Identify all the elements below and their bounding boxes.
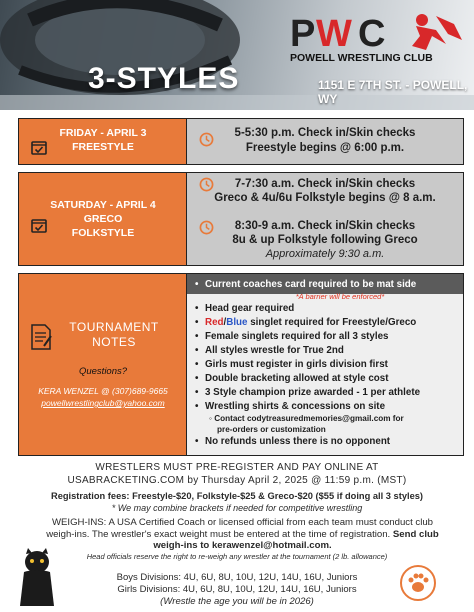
notes-document-icon <box>29 324 53 350</box>
list-item: • All styles wrestle for True 2nd <box>195 345 344 356</box>
weigh-ins-text: WEIGH-INS: A USA Certified Coach or licensed official from each team must conduct club weigh-ins. The wrestler's exact weight must be entered at the time of registration. <box>46 517 434 540</box>
weigh-ins-paragraph <box>40 517 445 552</box>
folkstyle-approx-time: Approximately 9:30 a.m. <box>265 248 385 260</box>
list-item: • Double bracketing allowed at style cost <box>195 373 389 384</box>
saturday-style-greco: GRECO <box>83 213 123 225</box>
barrier-note: *A barrier will be enforced* <box>295 292 385 301</box>
notes-list <box>195 278 465 449</box>
friday-style: FREESTYLE <box>72 141 134 153</box>
header-banner <box>0 0 474 110</box>
folkstyle-checkin: 8:30-9 a.m. Check in/Skin checks <box>234 220 416 232</box>
list-item: • Wrestling shirts & concessions on site <box>195 401 386 412</box>
paw-print-icon <box>400 565 436 601</box>
saturday-date: SATURDAY - APRIL 4 <box>50 199 156 211</box>
friday-schedule <box>18 118 464 165</box>
page-title: 3-STYLES <box>88 62 240 95</box>
list-item: • Female singlets required for all 3 styles <box>195 331 389 342</box>
calendar-check-icon <box>31 139 47 155</box>
tournament-notes <box>18 273 464 456</box>
notes-contact-panel <box>19 274 187 455</box>
weigh-ins-email: Send club weigh-ins to kerawenzel@hotmail.com. <box>153 528 439 551</box>
questions-label: Questions? <box>78 366 128 377</box>
saturday-day-panel <box>19 173 187 265</box>
saturday-times-panel <box>187 173 463 265</box>
calendar-check-icon <box>31 217 47 233</box>
friday-day-panel <box>19 119 187 164</box>
contact-phone: KERA WENZEL @ (307)689-9665 <box>38 386 168 396</box>
reweigh-note: Head officials reserve the right to re-weigh any wrestler at the tournament (2 lb. allowance) <box>86 552 388 561</box>
club-name: POWELL WRESTLING CLUB <box>290 52 433 64</box>
greco-start: Greco & 4u/6u Folkstyle begins @ 8 a.m. <box>214 192 436 204</box>
folkstyle-start: 8u & up Folkstyle following Greco <box>232 234 418 246</box>
list-item: • 3 Style champion prize awarded - 1 per athlete <box>195 387 421 398</box>
boys-divisions: Boys Divisions: 4U, 6U, 8U, 10U, 12U, 14U, 16U, Juniors <box>116 572 358 583</box>
girls-divisions: Girls Divisions: 4U, 6U, 8U, 10U, 12U, 14U, 16U, Juniors <box>117 584 357 595</box>
preregister-line1: WRESTLERS MUST PRE-REGISTER AND PAY ONLINE AT <box>95 462 379 473</box>
registration-fees: Registration fees: Freestyle-$20, Folkstyle-$25 & Greco-$20 ($55 if doing all 3 styles) <box>50 491 424 501</box>
notes-heading-line2: NOTES <box>92 335 136 349</box>
contact-email-link[interactable]: powellwrestlingclub@yahoo.com <box>41 398 165 408</box>
svg-text:W: W <box>316 13 352 55</box>
friday-start: Freestyle begins @ 6:00 p.m. <box>245 142 405 154</box>
combine-brackets-note: * We may combine brackets if needed for competitive wrestling <box>111 503 363 513</box>
notes-heading-line1: TOURNAMENT <box>69 320 159 334</box>
svg-text:P: P <box>290 13 316 55</box>
saturday-schedule <box>18 172 464 266</box>
list-item: • Head gear required <box>195 303 295 314</box>
greco-checkin: 7-7:30 a.m. Check in/Skin checks <box>234 178 416 190</box>
shirts-contact-line2: pre-orders or customization <box>217 424 326 434</box>
preregister-line2: USABRACKETING.COM by Thursday April 2, 2025 @ 11:59 p.m. (MST) <box>67 475 407 486</box>
svg-text:C: C <box>358 13 386 55</box>
friday-checkin: 5-5:30 p.m. Check in/Skin checks <box>234 127 416 139</box>
club-address: 1151 E 7TH ST. - POWELL, WY <box>318 78 468 106</box>
panther-mascot-icon <box>14 548 60 608</box>
list-item: • Red/Blue singlet required for Freestyle/Greco <box>195 317 417 328</box>
age-note: (Wrestle the age you will be in 2026) <box>160 596 314 607</box>
notes-list-panel <box>187 274 463 455</box>
shirts-contact-line1: ◦ Contact codytreasuredmemories@gmail.com for <box>209 414 404 423</box>
saturday-style-folkstyle: FOLKSTYLE <box>71 227 135 239</box>
friday-times-panel <box>187 119 463 164</box>
list-item: • Current coaches card required to be mat side <box>195 279 417 290</box>
list-item: • No refunds unless there is no opponent <box>195 436 391 447</box>
friday-date: FRIDAY - APRIL 3 <box>59 127 147 139</box>
list-item: • Girls must register in girls division first <box>195 359 388 370</box>
